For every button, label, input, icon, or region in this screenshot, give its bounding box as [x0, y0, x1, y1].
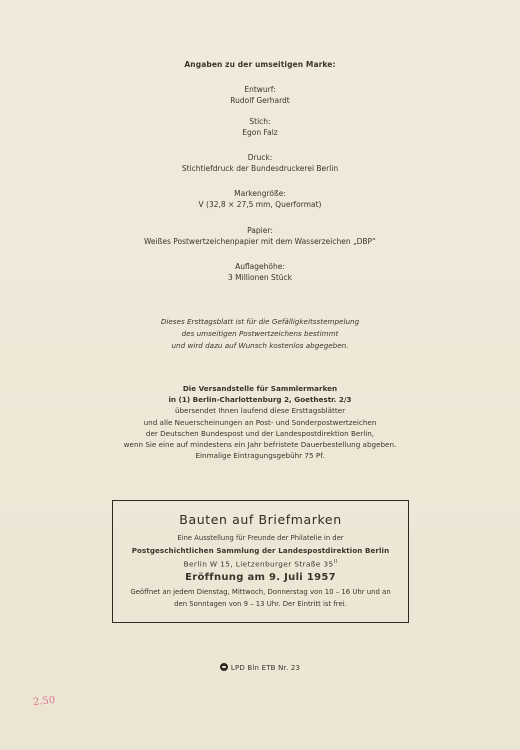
- exhibition-title: Bauten auf Briefmarken: [179, 512, 342, 527]
- cancellation-notice: [0, 316, 520, 352]
- spec-value: Rudolf Gerhardt: [230, 96, 290, 105]
- spec-label: Markengröße:: [234, 189, 286, 198]
- spec-value: V (32,8 × 27,5 mm, Querformat): [198, 200, 322, 209]
- spec-print-run: [0, 261, 520, 283]
- exhibition-subtitle: Eine Ausstellung für Freunde der Philatelie in der: [177, 534, 344, 542]
- spec-label: Papier:: [247, 226, 273, 235]
- footer-reference: [0, 663, 520, 672]
- hours-line: den Sonntagen von 9 – 13 Uhr. Der Eintritt ist frei.: [174, 599, 347, 608]
- hours-line: Geöffnet an jedem Dienstag, Mittwoch, Donnerstag von 10 – 16 Uhr und an: [130, 588, 391, 597]
- address-text: Berlin W 15, Lietzenburger Straße 35: [183, 559, 334, 569]
- exhibition-address: [113, 559, 408, 568]
- notice-line: Dieses Ersttagsblatt ist für die Gefälligkeitsstempelung: [160, 317, 360, 326]
- service-line: der Deutschen Bundespost und der Landespostdirektion Berlin,: [145, 428, 375, 438]
- spec-engraving: [0, 116, 520, 138]
- exhibition-institution: Postgeschichtlichen Sammlung der Landespostdirektion Berlin: [131, 546, 390, 555]
- spec-design: [0, 84, 520, 106]
- service-line: und alle Neuerscheinungen an Post- und Sonderpostwertzeichen: [143, 417, 377, 427]
- spec-value: 3 Millionen Stück: [228, 273, 292, 282]
- collector-service-info: [0, 383, 520, 461]
- address-superscript: II: [333, 559, 338, 565]
- spec-label: Auflagehöhe:: [235, 262, 285, 271]
- page-heading: Angaben zu der umseitigen Marke:: [184, 60, 336, 69]
- spec-paper: [0, 225, 520, 247]
- post-horn-icon: [220, 663, 228, 671]
- spec-value: Egon Falz: [242, 128, 278, 137]
- exhibition-box: [112, 500, 409, 623]
- notice-line: des umseitigen Postwertzeichens bestimmt: [181, 329, 339, 338]
- footer-text: LPD Bln ETB Nr. 23: [230, 664, 301, 672]
- exhibition-opening-date: Eröffnung am 9. Juli 1957: [185, 572, 336, 584]
- spec-value: Weißes Postwertzeichenpapier mit dem Wasserzeichen „DBP“: [143, 237, 377, 246]
- spec-print: [0, 152, 520, 174]
- spec-label: Stich:: [249, 117, 271, 126]
- service-heading: Die Versandstelle für Sammlermarken: [182, 384, 338, 393]
- service-line: übersendet Ihnen laufend diese Ersttagsblätter: [174, 406, 346, 416]
- service-line: wenn Sie eine auf mindestens ein Jahr befristete Dauerbestellung abgeben.: [123, 440, 397, 450]
- spec-value: Stichtiefdruck der Bundesdruckerei Berlin: [181, 164, 339, 173]
- spec-label: Entwurf:: [244, 85, 276, 94]
- exhibition-hours: [113, 587, 408, 610]
- pencil-price-note: 2.50: [32, 694, 56, 709]
- spec-label: Druck:: [247, 153, 273, 162]
- notice-line: und wird dazu auf Wunsch kostenlos abgegeben.: [171, 341, 349, 350]
- service-fee: Einmalige Eintragungsgebühr 75 Pf.: [195, 451, 325, 461]
- service-address: in (1) Berlin-Charlottenburg 2, Goethestr. 2/3: [168, 395, 352, 405]
- spec-size: [0, 188, 520, 210]
